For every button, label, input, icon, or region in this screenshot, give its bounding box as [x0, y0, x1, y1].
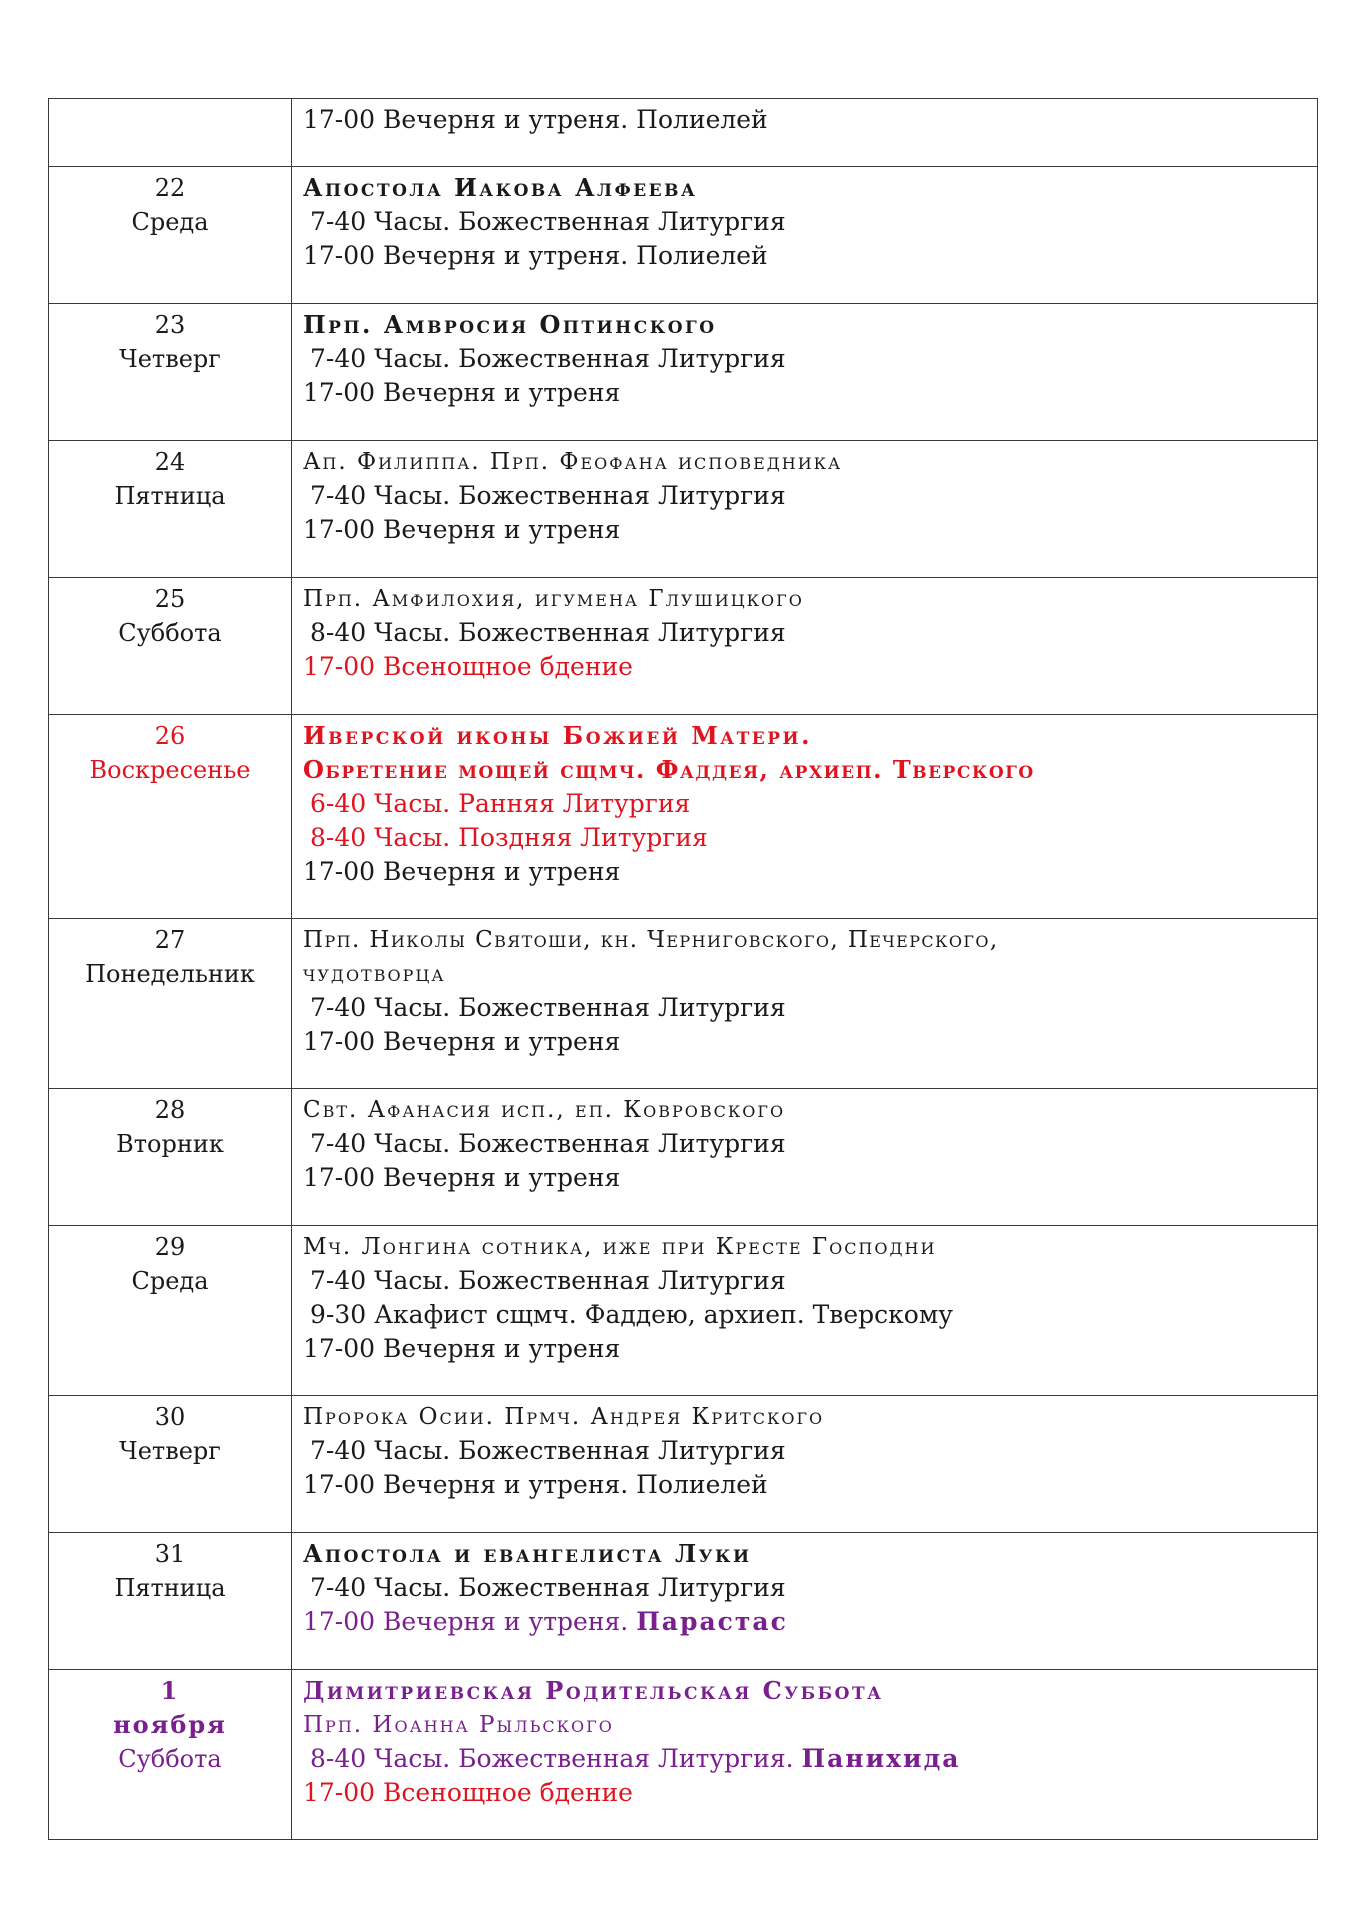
date-number: 29 — [154, 1233, 186, 1261]
date-number: 23 — [154, 311, 186, 339]
service-line — [303, 1742, 1307, 1776]
feast-title: Иверской иконы Божией Матери. — [303, 721, 812, 750]
weekday: Четверг — [119, 345, 221, 373]
feast-title: Апостола Иакова Алфеева — [303, 173, 698, 202]
service-emphasis: Панихида — [801, 1744, 961, 1773]
services-cell — [292, 1670, 1318, 1840]
service-line: 8-40 Часы. Божественная Литургия — [310, 618, 786, 647]
weekday: Воскресенье — [89, 756, 251, 784]
service-line: 7-40 Часы. Божественная Литургия — [310, 481, 786, 510]
services-cell — [292, 578, 1318, 715]
feast-title: Пророка Осии. Прмч. Андрея Критского — [303, 1404, 825, 1430]
date-number: 25 — [154, 585, 186, 613]
month: ноября — [113, 1710, 227, 1739]
services-cell — [292, 167, 1318, 304]
date-cell — [49, 1226, 292, 1396]
date-number: 28 — [154, 1096, 186, 1124]
date-number: 31 — [154, 1540, 186, 1568]
weekday: Пятница — [114, 1574, 226, 1602]
services-cell — [292, 441, 1318, 578]
feast-title: чудотворца — [303, 961, 446, 987]
date-number: 30 — [154, 1403, 186, 1431]
service-line: 17-00 Всенощное бдение — [303, 1778, 633, 1807]
schedule-row — [49, 1533, 1318, 1670]
service-emphasis: Парастас — [636, 1607, 788, 1636]
schedule-row — [49, 441, 1318, 578]
service-line: 7-40 Часы. Божественная Литургия — [310, 993, 786, 1022]
schedule-row — [49, 578, 1318, 715]
feast-title: Апостола и евангелиста Луки — [303, 1539, 752, 1568]
schedule-table — [48, 98, 1318, 1840]
service-line: 7-40 Часы. Божественная Литургия — [310, 207, 786, 236]
schedule-row — [49, 1226, 1318, 1396]
services-cell — [292, 304, 1318, 441]
weekday: Пятница — [114, 482, 226, 510]
service-line: 17-00 Вечерня и утреня — [303, 1027, 621, 1056]
weekday: Понедельник — [85, 960, 255, 988]
service-line: 7-40 Часы. Божественная Литургия — [310, 1129, 786, 1158]
service-line: 17-00 Вечерня и утреня — [303, 1334, 621, 1363]
date-number: 27 — [154, 926, 186, 954]
service-line: 17-00 Вечерня и утреня. Полиелей — [303, 241, 768, 270]
service-line: 17-00 Вечерня и утреня. Полиелей — [303, 1470, 768, 1499]
schedule-row — [49, 919, 1318, 1089]
services-cell — [292, 99, 1318, 167]
date-cell — [49, 1396, 292, 1533]
date-cell — [49, 1533, 292, 1670]
date-number: 22 — [154, 174, 186, 202]
service-line: 17-00 Всенощное бдение — [303, 652, 633, 681]
date-cell — [49, 1089, 292, 1226]
service-line: 9-30 Акафист сщмч. Фаддею, архиеп. Тверскому — [310, 1300, 953, 1329]
service-line: 17-00 Вечерня и утреня. Полиелей — [303, 105, 768, 134]
service-text: 17-00 Вечерня и утреня. — [303, 1607, 629, 1636]
weekday: Суббота — [118, 1745, 222, 1773]
services-cell — [292, 1533, 1318, 1670]
feast-title: Мч. Лонгина сотника, иже при Кресте Господни — [303, 1234, 937, 1260]
services-cell — [292, 919, 1318, 1089]
schedule-row — [49, 99, 1318, 167]
weekday: Четверг — [119, 1437, 221, 1465]
weekday: Среда — [131, 208, 209, 236]
service-line: 17-00 Вечерня и утреня — [303, 1163, 621, 1192]
date-cell — [49, 578, 292, 715]
service-line: 7-40 Часы. Божественная Литургия — [310, 1436, 786, 1465]
schedule-row — [49, 715, 1318, 919]
service-line — [303, 1605, 1307, 1639]
schedule-row — [49, 1396, 1318, 1533]
service-line: 7-40 Часы. Божественная Литургия — [310, 1266, 786, 1295]
date-number: 1 — [160, 1676, 180, 1705]
weekday: Суббота — [118, 619, 222, 647]
date-cell — [49, 919, 292, 1089]
feast-title: Прп. Амвросия Оптинского — [303, 310, 717, 339]
feast-title: Свт. Афанасия исп., еп. Ковровского — [303, 1097, 786, 1123]
service-line: 17-00 Вечерня и утреня — [303, 515, 621, 544]
date-cell — [49, 167, 292, 304]
feast-title: Димитриевская Родительская Суббота — [303, 1676, 884, 1705]
service-line: 17-00 Вечерня и утреня — [303, 378, 621, 407]
feast-title: Ап. Филиппа. Прп. Феофана исповедника — [303, 449, 843, 475]
schedule-row — [49, 1670, 1318, 1840]
feast-title: Обретение мощей сщмч. Фаддея, архиеп. Тверского — [303, 755, 1035, 784]
date-cell — [49, 1670, 292, 1840]
services-cell — [292, 1226, 1318, 1396]
service-line: 6-40 Часы. Ранняя Литургия — [310, 789, 691, 818]
service-line: 7-40 Часы. Божественная Литургия — [310, 344, 786, 373]
weekday: Вторник — [116, 1130, 224, 1158]
services-cell — [292, 715, 1318, 919]
feast-title: Прп. Амфилохия, игумена Глушицкого — [303, 586, 804, 612]
service-line: 17-00 Вечерня и утреня — [303, 857, 621, 886]
date-cell — [49, 715, 292, 919]
date-cell — [49, 304, 292, 441]
service-text: 8-40 Часы. Божественная Литургия. — [310, 1744, 794, 1773]
date-cell — [49, 99, 292, 167]
date-number: 26 — [154, 722, 186, 750]
feast-title: Прп. Николы Святоши, кн. Черниговского, Печерского, — [303, 927, 999, 953]
weekday: Среда — [131, 1267, 209, 1295]
service-line: 7-40 Часы. Божественная Литургия — [310, 1573, 786, 1602]
services-cell — [292, 1089, 1318, 1226]
schedule-row — [49, 304, 1318, 441]
schedule-row — [49, 1089, 1318, 1226]
date-cell — [49, 441, 292, 578]
services-cell — [292, 1396, 1318, 1533]
date-number: 24 — [154, 448, 186, 476]
service-line: 8-40 Часы. Поздняя Литургия — [310, 823, 708, 852]
feast-title: Прп. Иоанна Рыльского — [303, 1712, 614, 1738]
schedule-row — [49, 167, 1318, 304]
